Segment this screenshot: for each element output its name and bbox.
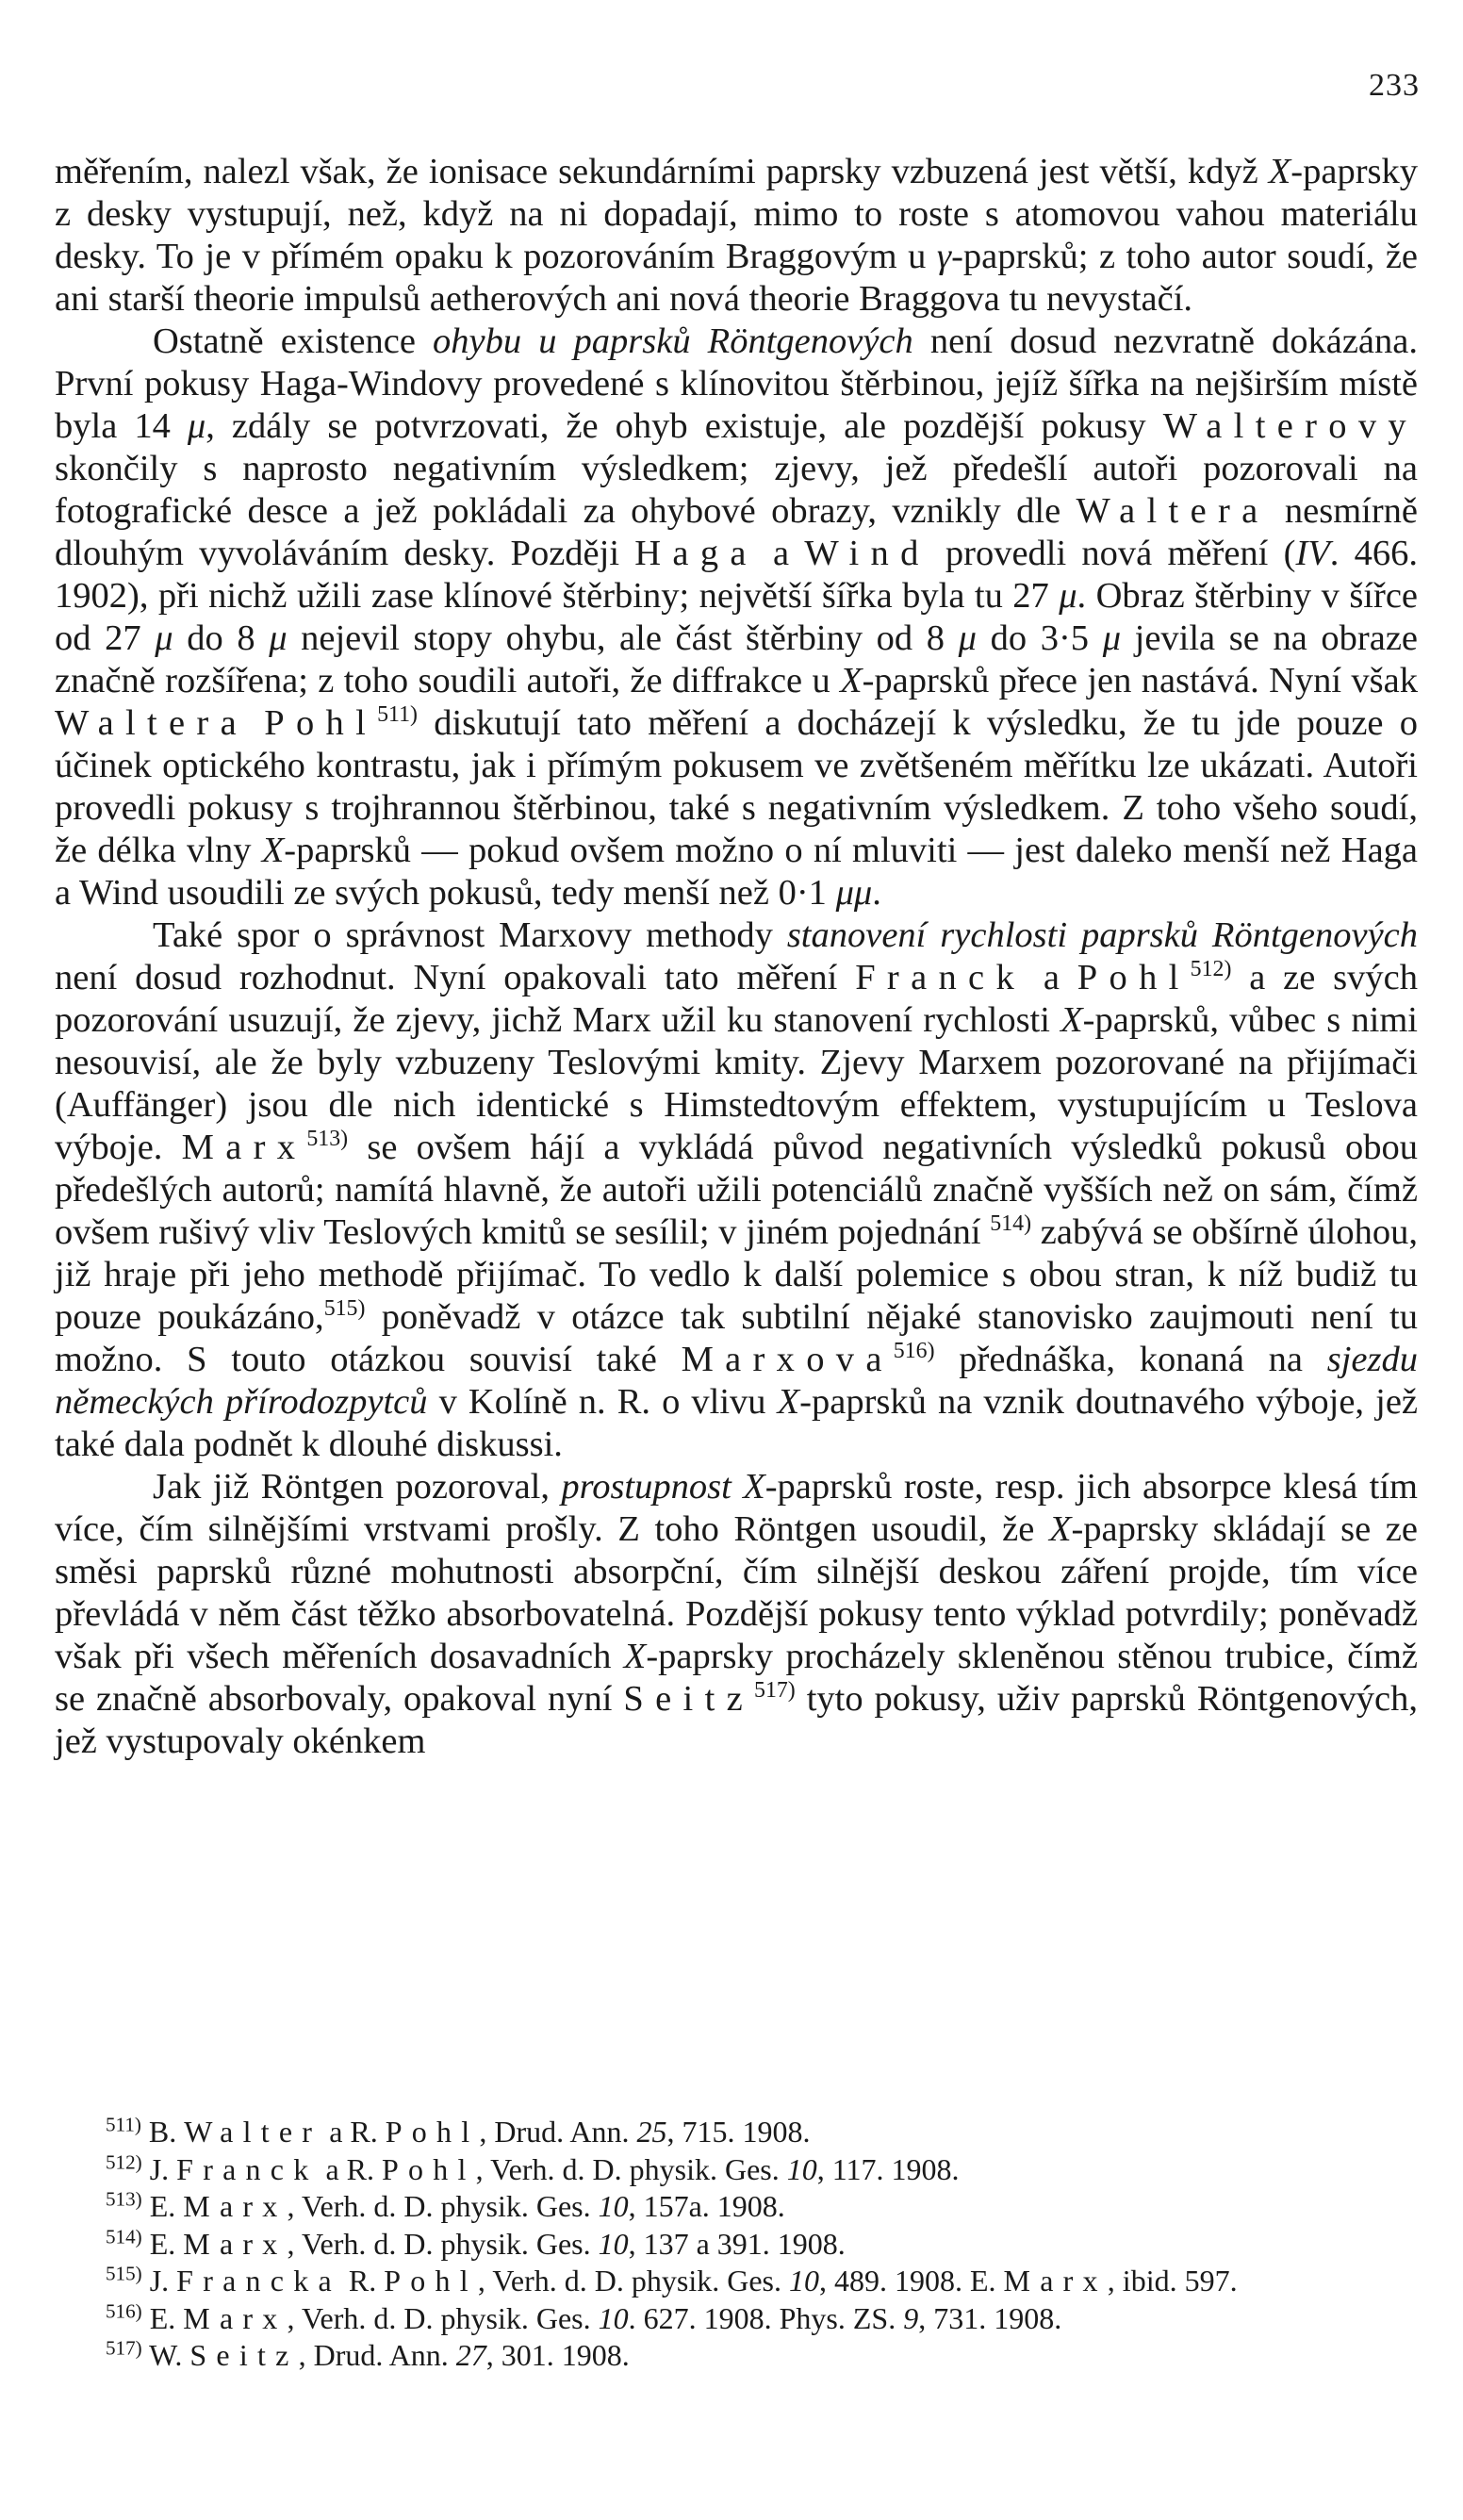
text-run: -paprsky procházely skleněnou stěnou trubice, čímž se značně absorbovaly, opakoval nyní [55, 1637, 1418, 1719]
text-run: J. [149, 2151, 177, 2186]
author-name: Pohl [385, 2115, 480, 2149]
author-name: Franck [176, 2151, 319, 2186]
author-name: Seitz [623, 1679, 755, 1719]
italic-text: μ [155, 618, 173, 658]
text-run: přednáška, konaná na [934, 1340, 1327, 1379]
footnote-ref: 514) [990, 1211, 1032, 1237]
footnote [55, 2114, 1418, 2151]
text-run: -paprsků; z toho autor soudí, že ani starší theorie impulsů aetherových ani nová theorie Braggova tu nevystačí. [55, 237, 1418, 319]
paragraph [55, 1466, 1418, 1763]
text-run: Ostatně existence [153, 321, 434, 361]
text-run: -paprsky z desky vystupují, než, když na ni dopadají, mimo to roste s atomovou vahou materiálu desky. To je v přímém opaku k pozorováním Braggovým u [55, 152, 1418, 276]
text-run: se ovšem hájí a vykládá původ negativních výsledků pokusů obou předešlých autorů; namítá hlavně, že autoři užili potenciálů značně vyšších než on sám, čímž ovšem rušivý vliv Teslových kmitů se sesílil; v jiném pojednání [55, 1128, 1418, 1252]
footnote-mark: 514) [106, 2224, 142, 2248]
text-run: -paprsků přece jen nastává. Nyní však [862, 661, 1418, 700]
text-run: , Verh. d. D. physik. Ges. [477, 2264, 789, 2298]
italic-text: 25 [636, 2115, 667, 2149]
italic-text: μ [1102, 618, 1122, 658]
author-name: Marx [1003, 2264, 1108, 2298]
italic-text: 10 [598, 2226, 629, 2261]
text-run: , Verh. d. D. physik. Ges. [287, 2300, 599, 2335]
text-run: -paprsků na vznik doutnavého výboje, jež také dala podnět k dlouhé diskussi. [55, 1382, 1419, 1464]
italic-text: 9 [903, 2300, 919, 2335]
footnote-mark: 516) [106, 2298, 142, 2322]
text-run: -paprsků, vůbec s nimi nesouvisí, ale že byly vzbuzeny Teslovými kmity. Zjevy Marxem pozorované na přijímači (Auffänger) jsou dle nich identické s Himstedtovým effektem, vystupujícím u Teslova výboje. [55, 1000, 1418, 1167]
text-run: , 489. 1908. E. [818, 2264, 1004, 2298]
author-name: Pohl [382, 2151, 476, 2186]
author-name: Waltera [1076, 491, 1270, 531]
text-run: a R. [321, 2115, 386, 2149]
page-number: 233 [1369, 68, 1420, 103]
italic-text: stanovení rychlosti paprsků Röntgenových [786, 915, 1418, 955]
text-run: E. [149, 2189, 184, 2223]
text-run: a ze svých pozorování usuzují, že zjevy, jichž Marx užil ku stanovení rychlosti [55, 958, 1418, 1040]
footnote-mark: 511) [106, 2113, 141, 2136]
italic-text: X [261, 831, 285, 870]
author-name: Francka [176, 2264, 341, 2298]
text-run: , ibid. 597. [1107, 2264, 1238, 2298]
text-run: zabývá se obšírně úlohou, již hraje při jeho methodě přijímač. To vedlo k další polemice s obou stran, k níž budiž tu pouze poukázáno, [55, 1212, 1418, 1337]
text-run: poněvadž v otázce tak subtilní nějaké stanovisko zaujmouti není tu možno. S touto otázkou souvisí také [55, 1297, 1418, 1379]
text-run: . 466. 1902), při nichž užili zase klínové štěrbiny; největší šířka byla tu 27 [55, 534, 1419, 616]
author-name: Marx [181, 1128, 307, 1167]
footnote-ref: 517) [754, 1678, 796, 1704]
author-name: Haga [634, 534, 758, 573]
text-run: , 157a. 1908. [628, 2189, 785, 2223]
text-run: -paprsků roste, resp. jich absorpce klesá tím více, čím silnějšími vrstvami prošly. Z toho Röntgen usoudil, že [55, 1467, 1418, 1549]
text-run: a R. [318, 2151, 383, 2186]
footnote-ref: 516) [893, 1339, 935, 1364]
text-run: W. [149, 2338, 190, 2372]
footnote [55, 2151, 1418, 2189]
italic-text: IV [1295, 534, 1330, 573]
text-run: do 3·5 [977, 618, 1103, 658]
footnote-ref: 513) [306, 1127, 349, 1152]
paragraph [55, 151, 1418, 321]
italic-text: X [840, 661, 863, 700]
text-run: . Obraz štěrbiny v šířce od 27 [55, 576, 1418, 658]
author-name: Seitz [189, 2338, 299, 2372]
text-run: není dosud rozhodnut. Nyní opakovali tato měření [55, 958, 856, 997]
footnotes [55, 2114, 1418, 2375]
footnote [55, 2226, 1418, 2264]
text-run: R. [340, 2264, 385, 2298]
italic-text: X [743, 1467, 765, 1507]
text-run: J. [149, 2264, 177, 2298]
text-run: tyto pokusy, uživ paprsků Röntgenových, jež vystupovaly okénkem [55, 1679, 1418, 1761]
italic-text: μμ [835, 873, 873, 913]
italic-text: ohybu u paprsků Röntgenových [433, 321, 913, 361]
footnote [55, 2300, 1418, 2338]
text-run: , Drud. Ann. [479, 2115, 637, 2149]
text-run: nejevil stopy ohybu, ale část štěrbiny od 8 [287, 618, 959, 658]
footnote [55, 2188, 1418, 2226]
author-name: Pohl [384, 2264, 478, 2298]
author-name: Marxova [681, 1340, 894, 1379]
italic-text: sjezdu německých přírodozpytců [55, 1340, 1418, 1422]
italic-text: 10 [788, 2264, 819, 2298]
italic-text: μ [958, 618, 977, 658]
text-run: , Verh. d. D. physik. Ges. [475, 2151, 787, 2186]
italic-text: μ [1059, 576, 1077, 616]
author-name: Pohl [264, 703, 378, 743]
text-run: E. [149, 2300, 184, 2335]
text-run: -paprsků — pokud ovšem možno o ní mluviti — jest daleko menší než Haga a Wind usoudili ze svých pokusů, tedy menší než 0·1 [55, 831, 1418, 913]
italic-text: prostupnost [561, 1467, 732, 1507]
footnote [55, 2337, 1418, 2375]
italic-text: 10 [598, 2300, 629, 2335]
text-run: , zdály se potvrzovati, že ohyb existuje, ale pozdější pokusy [205, 406, 1163, 446]
paragraph [55, 321, 1418, 914]
footnote-mark: 517) [106, 2336, 142, 2360]
text-run: nesmírně dlouhým vyvoláváním desky. Později [55, 491, 1419, 573]
text-run: Také spor o správnost Marxovy methody [153, 915, 787, 955]
author-name: Pohl [1077, 958, 1191, 997]
author-name: Marx [183, 2226, 288, 2261]
footnote-ref: 511) [377, 702, 418, 728]
text-run: . [872, 873, 881, 913]
text-run: , 731. 1908. [918, 2300, 1062, 2335]
footnote-mark: 515) [106, 2262, 142, 2285]
text-run: do 8 [173, 618, 270, 658]
author-name: Walterovy [1162, 406, 1418, 446]
text-run: , Verh. d. D. physik. Ges. [287, 2226, 599, 2261]
text-run: měřením, nalezl však, že ionisace sekundárními paprsky vzbuzená jest větší, když [55, 152, 1269, 191]
text-run: , 117. 1908. [816, 2151, 960, 2186]
italic-text: X [777, 1382, 800, 1422]
body-text [55, 151, 1418, 1763]
text-run: v Kolíně n. R. o vlivu [427, 1382, 778, 1422]
author-name: Marx [183, 2300, 288, 2335]
italic-text: 10 [786, 2151, 817, 2186]
text-run: Jak již Röntgen pozoroval, [153, 1467, 562, 1507]
italic-text: X [623, 1637, 647, 1676]
text-run: a [1026, 958, 1077, 997]
italic-text: 10 [598, 2189, 629, 2223]
footnote-mark: 512) [106, 2149, 142, 2173]
text-run: , Verh. d. D. physik. Ges. [287, 2189, 599, 2223]
footnote [55, 2263, 1418, 2300]
footnote-ref: 512) [1190, 957, 1232, 982]
italic-text: X [1268, 152, 1291, 191]
text-run: E. [149, 2226, 184, 2261]
footnote-mark: 513) [106, 2187, 142, 2211]
author-name: Franck [855, 958, 1027, 997]
italic-text: 27 [455, 2338, 486, 2372]
text-run: , Drud. Ann. [298, 2338, 456, 2372]
text-run: , 301. 1908. [485, 2338, 630, 2372]
text-run: -paprsky skládají se ze směsi paprsků různé mohutnosti absorpční, čím silnější deskou záření projde, tím více převládá v něm část těžko absorbovatelná. Pozdější pokusy tento výklad potvrdily; poněvadž však při všech měřeních dosavadních [55, 1509, 1418, 1676]
text-run: jevila se na obraze značně rozšířena; z toho soudili autoři, že diffrakce u [55, 618, 1419, 700]
text-run [248, 703, 264, 743]
italic-text: μ [269, 618, 288, 658]
text-run: provedli nová měření ( [929, 534, 1296, 573]
text-run: , 137 a 391. 1908. [628, 2226, 846, 2261]
text-run: a [757, 534, 805, 573]
author-name: Walter [184, 2115, 322, 2149]
italic-text: X [1060, 1000, 1083, 1040]
paragraph [55, 914, 1418, 1466]
italic-text: μ [187, 406, 206, 446]
text-run [732, 1467, 743, 1507]
text-run: B. [148, 2115, 185, 2149]
italic-text: X [1048, 1509, 1072, 1549]
text-run: diskutují tato měření a docházejí k výsledku, že tu jde pouze o účinek optického kontrastu, jak i přímým pokusem ve zvětšeném měřítku lze ukázati. Autoři provedli pokusy s trojhrannou štěrbinou, také s negativním výsledkem. Z toho všeho soudí, že délka vlny [55, 703, 1419, 870]
italic-text: γ [936, 237, 952, 276]
text-run: , 715. 1908. [666, 2115, 811, 2149]
author-name: Marx [183, 2189, 288, 2223]
text-run: . 627. 1908. Phys. ZS. [628, 2300, 904, 2335]
author-name: Waltera [55, 703, 248, 743]
text-run: není dosud nezvratně dokázána. První pokusy Haga-Windovy provedené s klínovitou štěrbinou, jejíž šířka na nejširším místě byla 14 [55, 321, 1418, 446]
text-run: skončily s naprosto negativním výsledkem; zjevy, jež předešlí autoři pozorovali na fotografické desce a jež pokládali za ohybové obrazy, vznikly dle [55, 449, 1418, 531]
author-name: Wind [804, 534, 930, 573]
footnote-ref: 515) [323, 1296, 366, 1322]
